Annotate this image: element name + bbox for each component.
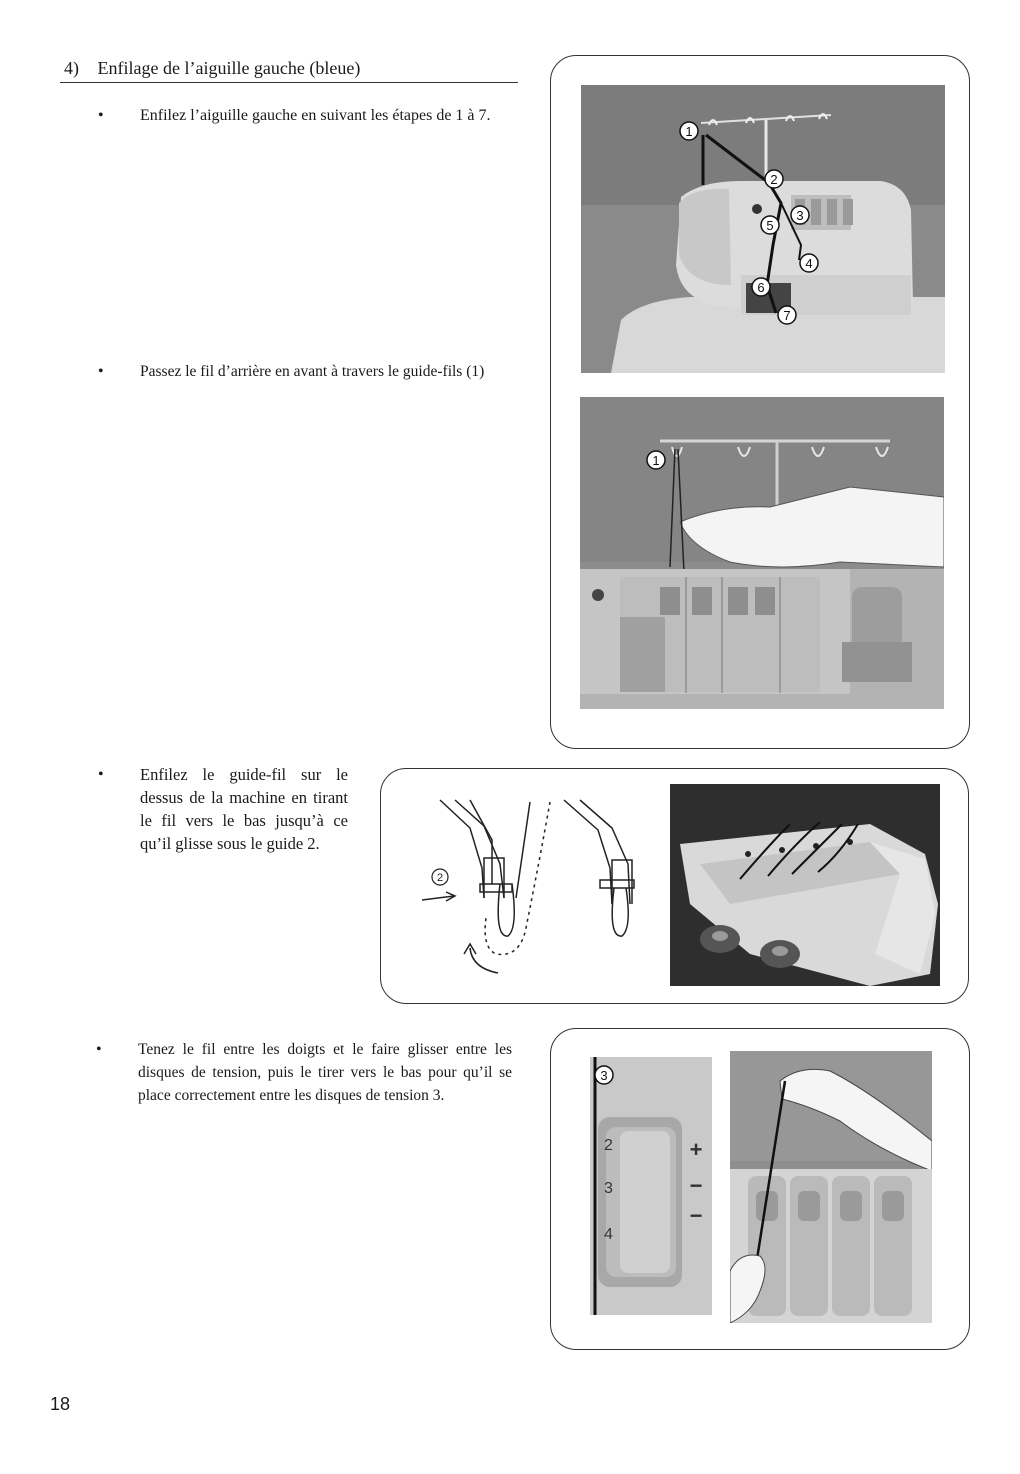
minus-sign-2: − bbox=[689, 1203, 703, 1228]
bullet-dot: • bbox=[98, 107, 104, 124]
step-2 bbox=[98, 360, 518, 383]
callout-1: 1 bbox=[652, 453, 660, 468]
guide-2-diagram bbox=[400, 788, 662, 988]
threads-on-top-photo bbox=[670, 784, 940, 986]
thread-guide-photo bbox=[580, 397, 944, 709]
dial-number-2: 2 bbox=[604, 1137, 613, 1154]
guide-2-line-drawing bbox=[400, 788, 662, 988]
step-4-text: Tenez le fil entre les doigts et le faire glisser entre les disques de tension, puis le tirer vers le bas pour qu’il se place correctement entre les disques de tension 3. bbox=[138, 1041, 512, 1104]
machine-overview-photo bbox=[581, 85, 945, 373]
callout-4: 4 bbox=[805, 256, 813, 271]
step-2-text: Passez le fil d’arrière en avant à travers le guide-fils (1) bbox=[140, 363, 485, 380]
bullet-dot: • bbox=[96, 1041, 102, 1058]
callout-6: 6 bbox=[757, 280, 765, 295]
machine-overview-illustration bbox=[581, 85, 945, 373]
callout-7: 7 bbox=[783, 308, 791, 323]
thread-guide-illustration bbox=[580, 397, 944, 709]
step-4 bbox=[96, 1038, 512, 1107]
callout-2: 2 bbox=[770, 172, 778, 187]
section-number: 4) bbox=[64, 58, 79, 78]
dial-number-3: 3 bbox=[604, 1180, 613, 1197]
callout-1: 1 bbox=[685, 124, 693, 139]
section-heading bbox=[60, 56, 518, 83]
step-1-text: Enfilez l’aiguille gauche en suivant les étapes de 1 à 7. bbox=[140, 107, 491, 124]
step-1 bbox=[98, 104, 518, 127]
step-3 bbox=[98, 763, 348, 855]
tension-threading-photo bbox=[730, 1051, 932, 1323]
tension-dial-photo bbox=[590, 1057, 712, 1315]
bullet-dot: • bbox=[98, 363, 104, 380]
plus-sign: + bbox=[689, 1137, 703, 1162]
minus-sign: − bbox=[689, 1173, 703, 1198]
callout-3: 3 bbox=[796, 208, 804, 223]
tension-threading-illustration bbox=[730, 1051, 932, 1323]
callout-2: 2 bbox=[436, 872, 444, 884]
step-3-text: Enfilez le guide-fil sur le dessus de la machine en tirant le fil vers le bas jusqu’à ce qu’il glisse sous le guide 2. bbox=[140, 765, 348, 853]
tension-dial-illustration bbox=[590, 1057, 712, 1315]
callout-5: 5 bbox=[766, 218, 774, 233]
section-title: Enfilage de l’aiguille gauche (bleue) bbox=[97, 58, 361, 78]
dial-number-4: 4 bbox=[604, 1226, 613, 1243]
bullet-dot: • bbox=[98, 766, 104, 783]
threads-on-top-illustration bbox=[670, 784, 940, 986]
callout-3: 3 bbox=[600, 1068, 608, 1083]
page-number: 18 bbox=[50, 1394, 71, 1414]
